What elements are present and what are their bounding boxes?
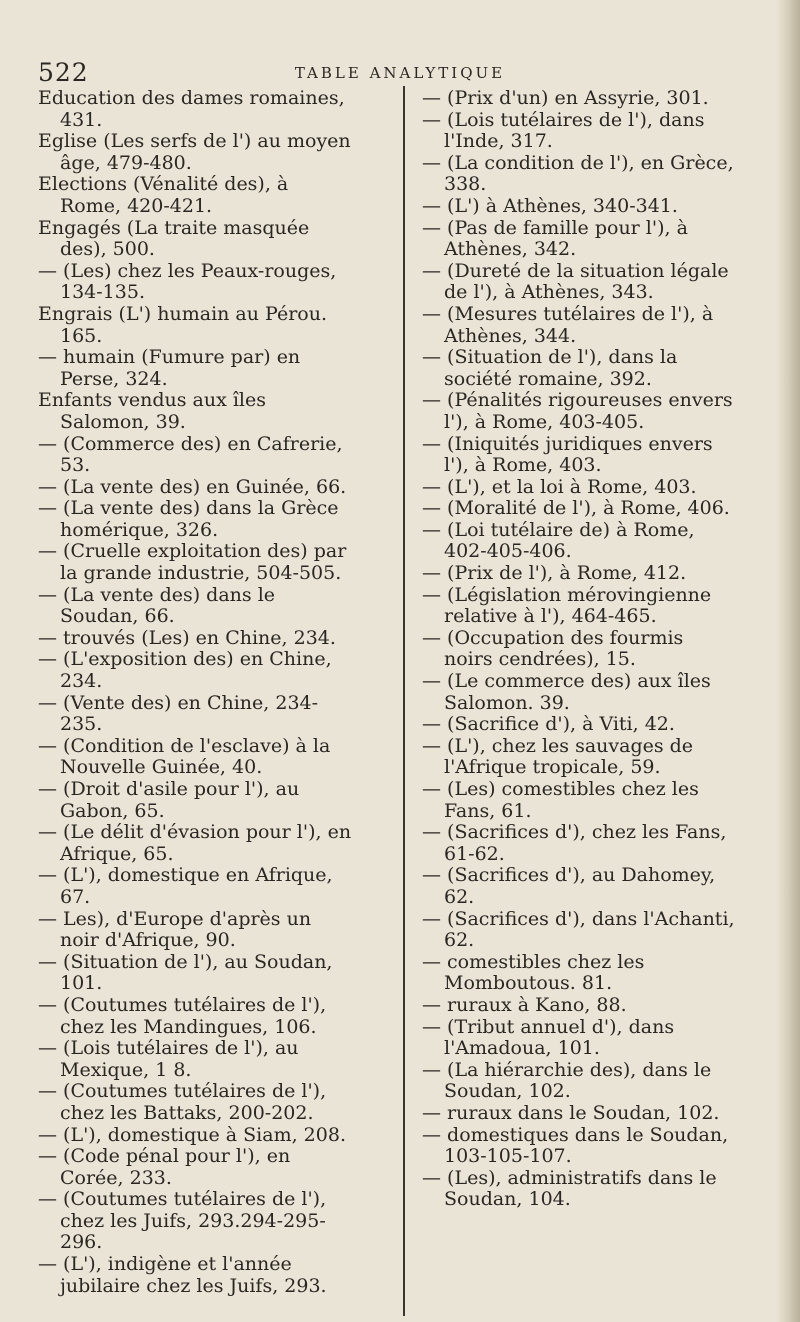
index-entry: Engrais (L') humain au Pérou. 165.: [38, 302, 327, 347]
index-entry: — (La vente des) dans la Grèce homérique, 326.: [38, 497, 339, 541]
index-entry: Enfants vendus aux îles Salomon, 39.: [38, 389, 266, 433]
index-entry: — (La condition de l'), en Grèce, 338.: [422, 151, 734, 196]
index-entry: — (Coutumes tutélaires de l'), chez les Battaks, 200-202.: [38, 1080, 327, 1124]
index-entry: — (Cruelle exploitation des) par la grande industrie, 504-505.: [38, 540, 347, 585]
page-header: [0, 0, 800, 87]
index-entry: — trouvés (Les) en Chine, 234.: [38, 626, 336, 649]
index-entry: — (Coutumes tutélaires de l'), chez les Juifs, 293.294-295-296.: [38, 1188, 327, 1254]
page-number: 522: [38, 58, 89, 87]
index-entry: — (Commerce des) en Cafrerie, 53.: [38, 432, 343, 477]
index-entry: — (Pas de famille pour l'), à Athènes, 342.: [422, 216, 688, 261]
index-entry: — (L') à Athènes, 340-341.: [422, 194, 678, 217]
index-entry: — (L'), domestique en Afrique, 67.: [38, 864, 333, 908]
index-entry: — (Sacrifices d'), chez les Fans, 61-62.: [422, 821, 727, 865]
index-entry: — (Situation de l'), dans la société romaine, 392.: [422, 346, 678, 390]
index-entry: — (Situation de l'), au Soudan, 101.: [38, 950, 333, 995]
index-entry: — (L'), indigène et l'année jubilaire chez les Juifs, 293.: [38, 1253, 327, 1297]
index-entry: — (La hiérarchie des), dans le Soudan, 102.: [422, 1058, 712, 1103]
index-entry: — Les), d'Europe d'après un noir d'Afrique, 90.: [38, 907, 312, 952]
index-entry: — (Les) chez les Peaux-rouges, 134-135.: [38, 259, 337, 304]
index-entry: — (Tribut annuel d'), dans l'Amadoua, 101.: [422, 1015, 675, 1060]
index-entry: — (Dureté de la situation légale de l'), à Athènes, 343.: [422, 259, 729, 304]
index-entry: Eglise (Les serfs de l') au moyen âge, 479-480.: [38, 130, 351, 174]
index-entry: — (Code pénal pour l'), en Corée, 233.: [38, 1145, 291, 1189]
index-entry: Elections (Vénalité des), à Rome, 420-421.: [38, 173, 289, 217]
index-entry: — (La vente des) en Guinée, 66.: [38, 475, 347, 498]
index-entry: — (La vente des) dans le Soudan, 66.: [38, 583, 276, 628]
index-entry: — (Les) comestibles chez les Fans, 61.: [422, 778, 699, 822]
index-entry: — (Pénalités rigoureuses envers l'), à Rome, 403-405.: [422, 389, 733, 433]
index-entry: — ruraux dans le Soudan, 102.: [422, 1101, 720, 1124]
index-entry: — (L'), et la loi à Rome, 403.: [422, 475, 697, 498]
index-entry: — (Iniquités juridiques envers l'), à Rome, 403.: [422, 432, 713, 477]
index-entry: — (Coutumes tutélaires de l'), chez les Mandingues, 106.: [38, 993, 327, 1038]
index-entry: — (Loi tutélaire de) à Rome, 402-405-406.: [422, 518, 695, 563]
index-entry: — humain (Fumure par) en Perse, 324.: [38, 346, 301, 390]
index-entry: — (L'), domestique à Siam, 208.: [38, 1123, 346, 1146]
page-edge-shadow: [776, 0, 800, 1322]
index-entry: — (Prix d'un) en Assyrie, 301.: [422, 87, 709, 109]
index-entry: Education des dames romaines, 431.: [38, 87, 345, 131]
index-entry: — (Législation mérovingienne relative à l'), 464-465.: [422, 583, 712, 628]
index-entry: Engagés (La traite masquée des), 500.: [38, 216, 310, 261]
index-entry: — (Moralité de l'), à Rome, 406.: [422, 497, 730, 520]
index-entry: — (Lois tutélaires de l'), dans l'Inde, 317.: [422, 108, 705, 153]
index-column-left: [38, 88, 353, 1297]
index-entry: — ruraux à Kano, 88.: [422, 993, 627, 1016]
index-entry: — (Les), administratifs dans le Soudan, 104.: [422, 1166, 717, 1211]
index-entry: — domestiques dans le Soudan, 103-105-107.: [422, 1123, 729, 1168]
column-divider: [403, 86, 405, 1316]
index-entry: — (Mesures tutélaires de l'), à Athènes, 344.: [422, 302, 714, 347]
index-entry: — (Sacrifice d'), à Viti, 42.: [422, 713, 675, 736]
index-entry: — (Le délit d'évasion pour l'), en Afrique, 65.: [38, 821, 352, 865]
index-entry: — (Prix de l'), à Rome, 412.: [422, 562, 687, 585]
index-entry: — (Le commerce des) aux îles Salomon. 39.: [422, 670, 711, 714]
index-entry: — (L'), chez les sauvages de l'Afrique tropicale, 59.: [422, 734, 694, 779]
index-entry: — (Droit d'asile pour l'), au Gabon, 65.: [38, 778, 300, 822]
index-entry: — (Vente des) en Chine, 234-235.: [38, 691, 319, 736]
index-column-right: [422, 88, 737, 1211]
index-entry: — (Sacrifices d'), au Dahomey, 62.: [422, 864, 716, 908]
running-head: TABLE ANALYTIQUE: [294, 64, 506, 82]
index-entry: — (Occupation des fourmis noirs cendrées), 15.: [422, 626, 684, 671]
index-entry: — (Sacrifices d'), dans l'Achanti, 62.: [422, 907, 735, 952]
index-entry: — (L'exposition des) en Chine, 234.: [38, 648, 332, 693]
index-entry: — comestibles chez les Momboutous. 81.: [422, 950, 645, 995]
index-entry: — (Condition de l'esclave) à la Nouvelle Guinée, 40.: [38, 734, 331, 779]
index-entry: — (Lois tutélaires de l'), au Mexique, 1 8.: [38, 1037, 299, 1081]
